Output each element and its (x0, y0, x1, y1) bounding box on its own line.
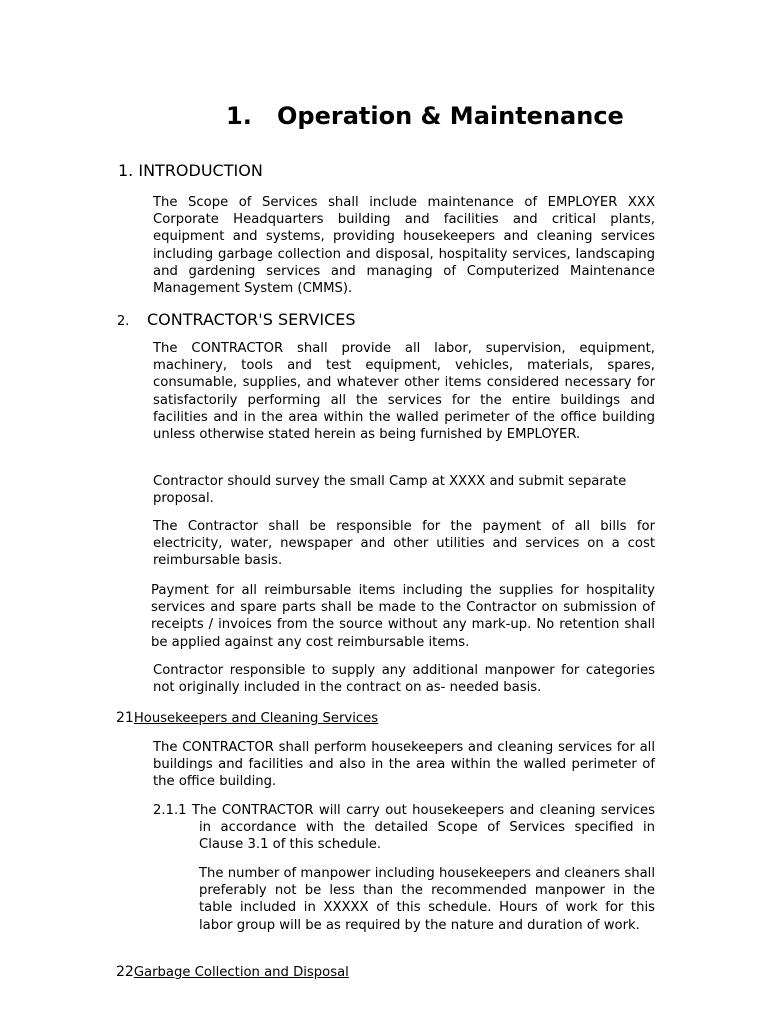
title-text: Operation & Maintenance (277, 102, 624, 130)
contractor-heading-text: CONTRACTOR'S SERVICES (147, 310, 356, 329)
housekeepers-heading (116, 709, 378, 728)
housekeepers-paragraph-2: The number of manpower including housekeepers and cleaners shall preferably not be less than the recommended manpower in the table included in XXXXX of this schedule. Hours of work for this labor group will be as required by the nature and duration of work. (199, 866, 655, 933)
housekeepers-paragraph-1: The CONTRACTOR shall perform housekeepers and cleaning services for all buildings and facilities and also in the area within the walled perimeter of the office building. (153, 740, 655, 790)
contractor-paragraph-4: Payment for all reimbursable items including the supplies for hospitality services and spare parts shall be made to the Contractor on submission of receipts / invoices from the source without any mark-up. No retention shall be applied against any cost reimbursable items. (151, 583, 655, 650)
contractor-paragraph-5: Contractor responsible to supply any additional manpower for categories not originally included in the contract on as- needed basis. (153, 663, 655, 696)
contractor-paragraph-2: Contractor should survey the small Camp at XXXX and submit separate proposal. (153, 474, 627, 507)
contractor-paragraph-1: The CONTRACTOR shall provide all labor, supervision, equipment, machinery, tools and test equipment, vehicles, materials, spares, consumable, supplies, and whatever other items considered necessary for satisfactorily performing all the services for the entire buildings and facilities and in the area within the walled perimeter of the office building unless otherwise stated herein as being furnished by EMPLOYER. (153, 341, 655, 443)
page-title (226, 100, 624, 132)
housekeepers-title: Housekeepers and Cleaning Services (133, 711, 379, 726)
intro-heading: 1. INTRODUCTION (118, 161, 263, 180)
contractor-heading-number: 2. (117, 314, 130, 329)
garbage-title: Garbage Collection and Disposal (133, 965, 349, 980)
title-number: 1. (226, 102, 252, 130)
garbage-number: 22 (116, 964, 134, 980)
garbage-heading (116, 963, 349, 982)
contractor-paragraph-3: The Contractor shall be responsible for the payment of all bills for electricity, water, newspaper and other utilities and services on a cost reimbursable basis. (153, 519, 655, 569)
contractor-heading (117, 309, 356, 333)
intro-paragraph: The Scope of Services shall include maintenance of EMPLOYER XXX Corporate Headquarters building and facilities and critical plants, equipment and systems, providing housekeepers and cleaning services including garbage collection and disposal, hospitality services, landscaping and gardening services and managing of Computerized Maintenance Management System (CMMS). (153, 195, 655, 297)
clause-2-1-1: 2.1.1 The CONTRACTOR will carry out housekeepers and cleaning services in accordance with the detailed Scope of Services specified in Clause 3.1 of this schedule. (153, 803, 655, 853)
housekeepers-number: 21 (116, 710, 134, 726)
